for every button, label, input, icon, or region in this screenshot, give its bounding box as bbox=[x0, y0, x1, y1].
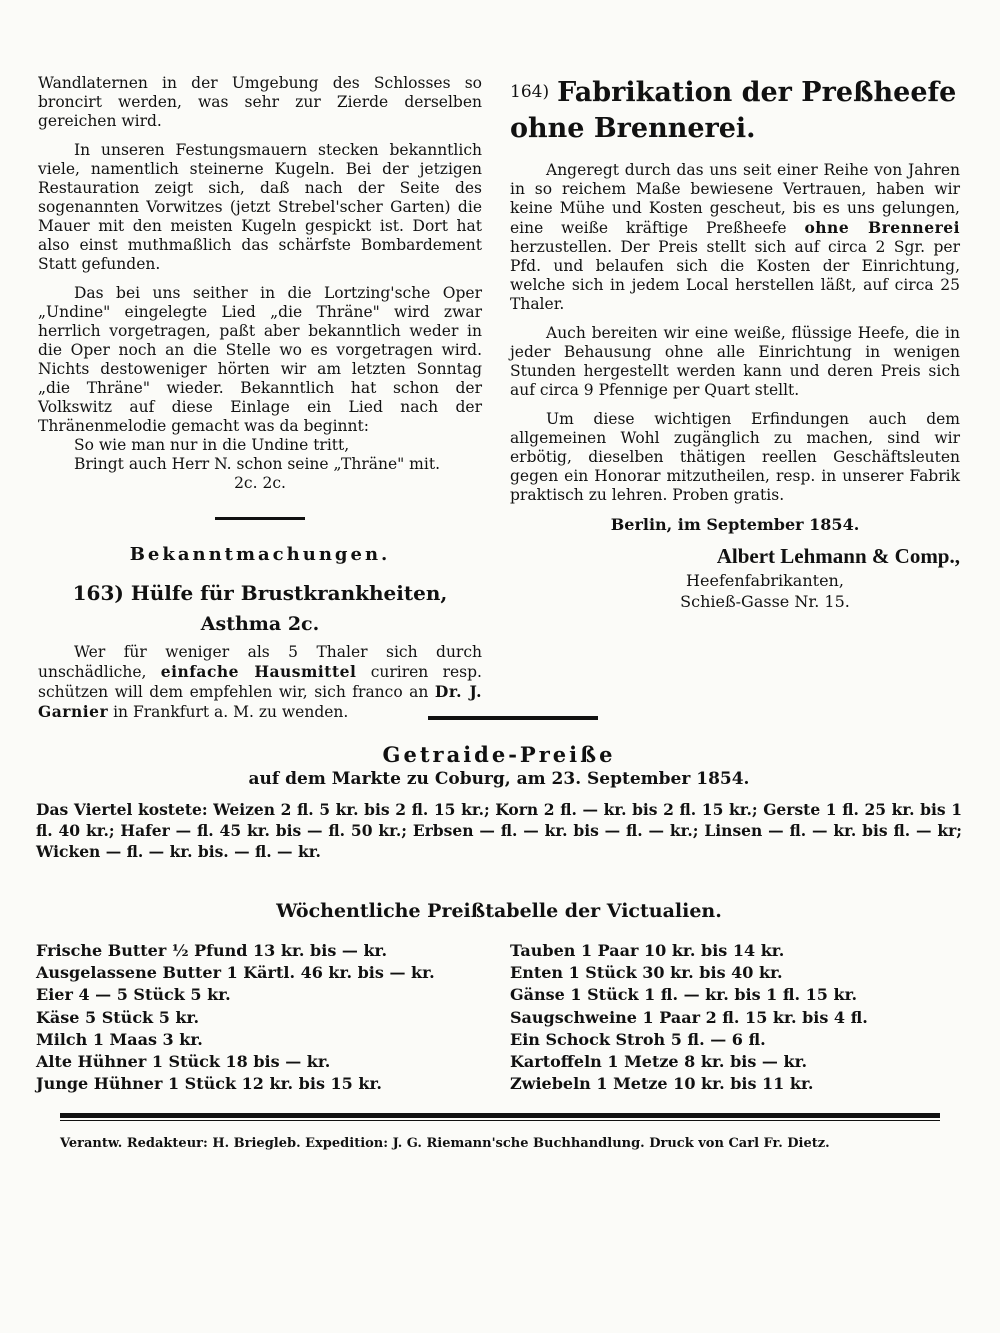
verse-line: Bringt auch Herr N. schon seine „Thräne" mit. bbox=[74, 455, 440, 473]
text-paragraph: Wandlaternen in der Umgebung des Schlosses so broncirt werden, was sehr zur Zierde derselben gereichen wird. bbox=[38, 74, 482, 130]
ad-164-text-b: herzustellen. Der Preis stellt sich auf circa 2 Sgr. per Pfd. und belaufen sich die Kosten der Einrichtung, welche sich in jedem Local herstellen läßt, auf circa 25 Thaler. bbox=[510, 238, 960, 313]
ad-163-text-b: curiren resp. schützen will dem empfehlen wir, sich franco an bbox=[38, 663, 482, 701]
list-item: Enten 1 Stück 30 kr. bis 40 kr. bbox=[510, 963, 783, 983]
ad-163-title: 163) Hülfe für Brustkrankheiten, bbox=[72, 581, 448, 605]
imprint-footer: Verantw. Redakteur: H. Briegleb. Expedition: J. G. Riemann'sche Buchhandlung. Druck von Carl Fr. Dietz. bbox=[60, 1136, 830, 1151]
text-paragraph: Das bei uns seither in die Lortzing'sche Oper „Undine" eingelegte Lied „die Thräne" wird zwar herrlich vorgetragen, paßt aber bekanntlich weder in die Oper noch an die Stelle wo es vorgetragen wird. Nichts destoweniger hörten wir am letzten Sonntag „die Thräne" wieder. Bekanntlich hat schon der Volkswitz auf diese Einlage ein Lied nach der Thränenmelodie gemacht was da beginnt: bbox=[38, 284, 482, 435]
list-item: Käse 5 Stück 5 kr. bbox=[36, 1007, 200, 1027]
list-item: Eier 4 — 5 Stück 5 kr. bbox=[36, 985, 231, 1005]
ad-164-heading: Fabrikation der Preßheefe ohne Brennerei. bbox=[510, 77, 957, 144]
verse-ending: 2c. 2c. bbox=[234, 474, 286, 492]
grain-prices-title: Getraide-Preiße bbox=[382, 742, 616, 767]
ad-164-paragraph: Auch bereiten wir eine weiße, flüssige Heefe, die in jeder Behausung ohne alle Einrichtung in wenigen Stunden hergestellt werden kann und deren Preis sich auf circa 9 Pfennige per Quart stellt. bbox=[510, 324, 960, 399]
ad-163-text bbox=[38, 643, 482, 722]
left-column bbox=[38, 74, 482, 732]
ad-164-number: 164) bbox=[510, 82, 550, 102]
text-paragraph: In unseren Festungsmauern stecken bekanntlich viele, namentlich steinerne Kugeln. Bei der jetzigen Restauration zeigt sich, daß nach der Seite des sogenannten Vorwitzes (jetzt Strebel'scher Garten) die Mauer mit den meisten Kugeln gespickt ist. Dort hat also einst muthmaßlich das schärfste Bombardement Statt gefunden. bbox=[38, 141, 482, 273]
list-item: Gänse 1 Stück 1 fl. — kr. bis 1 fl. 15 kr. bbox=[510, 985, 858, 1005]
ad-164-firm-subtitle: Heefenfabrikanten, bbox=[686, 571, 844, 590]
divider bbox=[60, 1113, 940, 1118]
list-item: Kartoffeln 1 Metze 8 kr. bis — kr. bbox=[510, 1052, 808, 1072]
verse-line: So wie man nur in die Undine tritt, bbox=[74, 436, 350, 454]
victuals-right-list bbox=[510, 940, 960, 1095]
section-heading: Bekanntmachungen. bbox=[129, 544, 391, 565]
list-item: Ein Schock Stroh 5 fl. — 6 fl. bbox=[510, 1029, 766, 1049]
ad-164-firm: Albert Lehmann & Comp., bbox=[716, 544, 960, 568]
ad-164-text-a: Angeregt durch das uns seit einer Reihe von Jahren in so reichem Maße bewiesene Vertrauen, haben wir keine Mühe und Kosten gescheut, bis es uns gelungen, eine weiße kräftige Preßheefe bbox=[510, 161, 960, 237]
list-item: Alte Hühner 1 Stück 18 bis — kr. bbox=[36, 1052, 331, 1072]
grain-prices-section bbox=[36, 742, 962, 862]
list-item: Junge Hühner 1 Stück 12 kr. bis 15 kr. bbox=[36, 1074, 382, 1094]
list-item: Zwiebeln 1 Metze 10 kr. bis 11 kr. bbox=[510, 1074, 814, 1094]
ad-163-emphasis: einfache Hausmittel bbox=[160, 662, 357, 681]
ad-163-text-c: in Frankfurt a. M. zu wenden. bbox=[113, 703, 349, 721]
list-item: Milch 1 Maas 3 kr. bbox=[36, 1029, 203, 1049]
ad-163-text-a: Wer für weniger als 5 Thaler sich durch unschädliche, bbox=[38, 643, 482, 681]
divider bbox=[60, 1120, 940, 1121]
ad-164-paragraph: Um diese wichtigen Erfindungen auch dem allgemeinen Wohl zugänglich zu machen, sind wir erbötig, dieselben thätigen reellen Geschäftsleuten gegen ein Honorar mitzutheilen, resp. in unserer Fabrik praktisch zu lehren. Proben gratis. bbox=[510, 410, 960, 504]
ad-164-date: Berlin, im September 1854. bbox=[610, 515, 860, 534]
victuals-left-list bbox=[36, 940, 496, 1095]
ad-164-title bbox=[510, 74, 960, 147]
right-column bbox=[510, 74, 960, 613]
list-item: Ausgelassene Butter 1 Kärtl. 46 kr. bis — kr. bbox=[36, 963, 435, 983]
divider bbox=[428, 716, 598, 720]
ad-164-paragraph bbox=[510, 161, 960, 314]
list-item: Tauben 1 Paar 10 kr. bis 14 kr. bbox=[510, 941, 785, 960]
divider bbox=[215, 517, 305, 520]
grain-prices-text: Das Viertel kostete: Weizen 2 fl. 5 kr. bis 2 fl. 15 kr.; Korn 2 fl. — kr. bis 2 fl. 15 kr.; Gerste 1 fl. 25 kr. bis 1 fl. 40 kr.; Hafer — fl. 45 kr. bis — fl. 50 kr.; Erbsen — fl. — kr. bis — fl. — kr.; Linsen — fl. — kr. bis fl. — kr; Wicken — fl. — kr. bis. — fl. — kr. bbox=[36, 800, 962, 861]
ad-164-address: Schieß-Gasse Nr. 15. bbox=[680, 592, 850, 611]
list-item: Frische Butter ½ Pfund 13 kr. bis — kr. bbox=[36, 941, 388, 960]
victuals-title: Wöchentliche Preißtabelle der Victualien. bbox=[276, 900, 722, 922]
ad-163-subtitle: Asthma 2c. bbox=[200, 613, 320, 635]
ad-164-emphasis: ohne Brennerei bbox=[804, 218, 960, 237]
ad-163-name: Dr. J. Garnier bbox=[38, 682, 482, 721]
grain-prices-subtitle: auf dem Markte zu Coburg, am 23. September 1854. bbox=[248, 769, 750, 789]
list-item: Saugschweine 1 Paar 2 fl. 15 kr. bis 4 fl. bbox=[510, 1007, 868, 1027]
